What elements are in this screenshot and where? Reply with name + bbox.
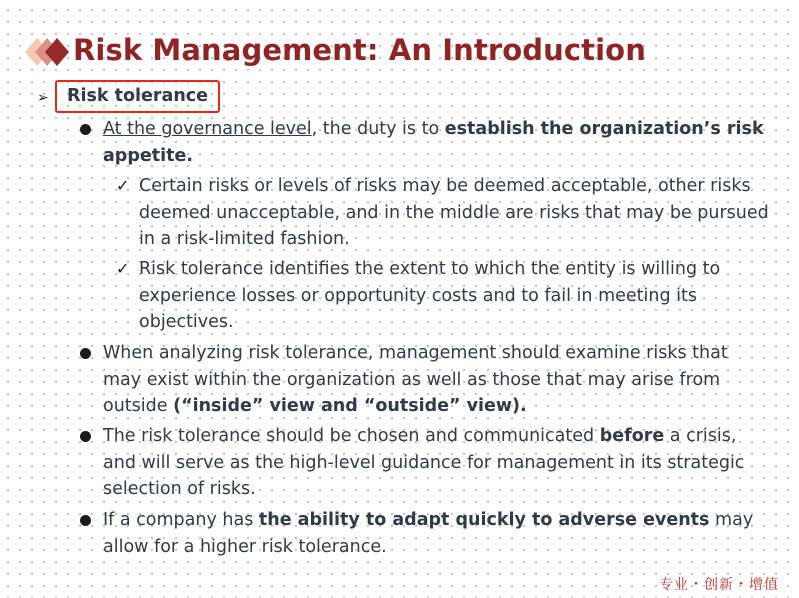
bold-phrase: establish the organization’s risk appetite [103,119,764,166]
check-item [116,173,776,253]
bold-end: . [186,145,193,166]
bold-phrase: before [599,426,665,446]
check-item [116,256,776,336]
bullet-text-cont: a crisis, and will serve as the high-level guidance for management in its strategic selection of risks. [103,426,745,499]
heading-text: Risk tolerance [67,86,209,106]
bullet-governance [78,116,768,169]
bold-phrase: (“inside” view and “outside” view). [173,396,527,416]
arrow-bullet-icon: ➢ [37,90,49,106]
dot-bullet-icon [80,515,91,526]
bullet-text: If a company has [103,510,259,530]
bullet-analysis [78,340,768,420]
dot-bullet-icon [80,431,91,442]
footer-slogan: 专业・创新・增值 [659,577,779,593]
bullet-text: The risk tolerance should be chosen and communicated [103,426,600,446]
diamond-logo-icon [11,35,71,69]
dot-bullet-icon [80,124,91,135]
bullet-text: When analyzing risk tolerance, management should examine risks that may exist within the organization as well as those that may arise from outside [103,343,728,416]
check-text: Risk tolerance identifies the extent to which the entity is willing to experience losses or opportunity costs and to fail in meeting its objectives. [139,259,721,332]
check-text: Certain risks or levels of risks may be deemed acceptable, other risks deemed unacceptable, and in the middle are risks that may be pursued in a risk-limited fashion. [139,176,769,249]
slide-title: Risk Management: An Introduction [73,33,646,67]
checkmark-icon: ✓ [116,259,130,278]
bold-phrase: the ability to adapt quickly to adverse events [258,510,710,530]
dot-bullet-icon [80,348,91,359]
bullet-text: , the duty is to [311,119,445,139]
checkmark-icon: ✓ [116,176,130,195]
bullet-crisis [78,423,768,503]
bullet-text-cont: may allow for a higher risk tolerance. [103,510,754,557]
bullet-adapt [78,507,768,560]
underlined-phrase: At the governance level [103,119,312,139]
